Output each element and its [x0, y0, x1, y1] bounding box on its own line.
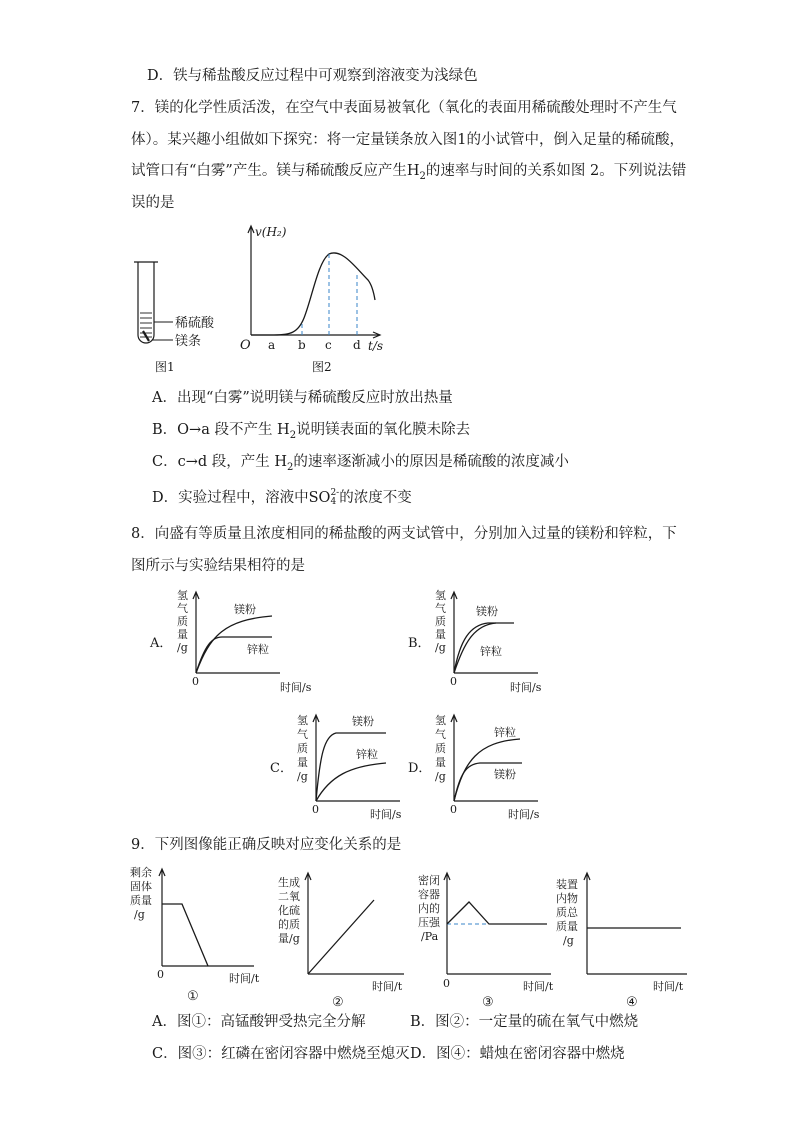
svg-text:氢: 氢	[435, 589, 446, 602]
svg-text:容器: 容器	[418, 888, 440, 901]
q9g1-number: ①	[187, 989, 199, 1004]
svg-text:压强: 压强	[418, 916, 440, 929]
q7-option-c: C．c→d 段，产生 $H_2$的速率逐渐减小的原因是稀硫酸的浓度减小	[152, 454, 569, 473]
q7-fig2-rate-chart	[238, 222, 398, 377]
svg-text:0: 0	[450, 803, 457, 816]
q7-stem-line3: 试管口有“白雾”产生。镁与稀硫酸反应产生$H_2$的速率与时间的关系如图 2。下列说法错	[131, 163, 687, 182]
q9-graph-3	[415, 866, 565, 1010]
svg-text:固体: 固体	[130, 880, 152, 893]
q9g3-x-label: 时间/t	[523, 980, 554, 993]
fig2-y-label: v(H₂)	[255, 225, 287, 239]
svg-text:/g: /g	[134, 908, 145, 921]
fig2-tick-a: a	[268, 338, 276, 352]
q8d-x-label: 时间/s	[508, 808, 540, 821]
fig1-caption: 图1	[155, 360, 175, 374]
q7-fig1-test-tube	[125, 255, 235, 375]
q7-stem-line4: 误的是	[131, 195, 175, 211]
svg-text:密闭: 密闭	[418, 874, 440, 887]
svg-text:二氧: 二氧	[278, 890, 300, 903]
q8c-top-label: 镁粉	[352, 715, 374, 728]
fig2-tick-d: d	[353, 338, 361, 352]
label-magnesium-strip: 镁条	[175, 334, 202, 349]
q9-graph-2	[276, 866, 426, 1010]
q9-stem: 9．下列图像能正确反映对应变化关系的是	[131, 837, 402, 853]
q8-stem-line1: 8．向盛有等质量且浓度相同的稀盐酸的两支试管中，分别加入过量的镁粉和锌粒，下	[131, 526, 677, 542]
svg-text:/g: /g	[297, 770, 308, 783]
svg-text:质量: 质量	[556, 920, 578, 933]
svg-text:/g: /g	[563, 934, 574, 947]
q9-option-b: B．图②：一定量的硫在氧气中燃烧	[410, 1014, 639, 1030]
q7-stem-line1: 7．镁的化学性质活泼，在空气中表面易被氧化（氧化的表面用稀硫酸处理时不产生气	[131, 100, 677, 116]
q8-graph-b	[408, 585, 588, 695]
fig2-tick-b: b	[298, 338, 306, 352]
svg-text:量: 量	[177, 628, 188, 641]
svg-text:0: 0	[312, 803, 319, 816]
q7-option-d: D．实验过程中，溶液中SO 2- 4 的浓度不变	[152, 488, 412, 507]
q9-graph-4	[553, 866, 703, 1010]
q7-stem-line2: 体）。某兴趣小组做如下探究：将一定量镁条放入图1的小试管中，倒入足量的稀硫酸，	[131, 132, 684, 148]
fig2-origin: O	[240, 338, 251, 353]
svg-text:氢: 氢	[177, 589, 188, 602]
label-dilute-sulfuric-acid: 稀硫酸	[175, 316, 215, 331]
q8-graph-a	[150, 585, 330, 695]
q9-option-d: D．图④：蜡烛在密闭容器中燃烧	[410, 1046, 625, 1062]
q8b-x-label: 时间/s	[510, 681, 542, 694]
q9g4-x-label: 时间/t	[653, 980, 684, 993]
q8a-top-label: 镁粉	[234, 603, 256, 616]
svg-text:化硫: 化硫	[278, 904, 300, 917]
svg-text:量: 量	[435, 756, 446, 769]
q8-graph-d	[408, 706, 588, 821]
svg-text:质: 质	[435, 742, 446, 755]
svg-text:氢: 氢	[297, 714, 308, 727]
svg-text:/g: /g	[435, 641, 446, 654]
q7-option-a: A．出现“白雾”说明镁与稀硫酸反应时放出热量	[152, 390, 453, 406]
q9g3-number: ③	[482, 995, 494, 1010]
svg-text:质量: 质量	[130, 894, 152, 907]
svg-text:气: 气	[177, 602, 188, 615]
q8-letter-c: C．	[270, 761, 293, 776]
svg-text:的质: 的质	[278, 918, 300, 931]
svg-text:质总: 质总	[556, 906, 578, 919]
svg-text:内物: 内物	[556, 892, 578, 905]
svg-text:气: 气	[435, 728, 446, 741]
q9g1-x-label: 时间/t	[229, 972, 260, 985]
q8c-bottom-label: 锌粒	[356, 748, 378, 761]
q8-letter-a: A．	[150, 636, 173, 651]
fig2-x-label: t/s	[368, 339, 384, 353]
q8d-bottom-label: 镁粉	[494, 768, 516, 781]
q8-stem-line2: 图所示与实验结果相符的是	[131, 558, 305, 574]
svg-text:气: 气	[435, 602, 446, 615]
q8a-bottom-label: 锌粒	[247, 643, 269, 656]
svg-text:0: 0	[443, 977, 450, 990]
svg-text:/Pa: /Pa	[421, 930, 439, 943]
q8b-top-label: 镁粉	[476, 605, 498, 618]
svg-text:剩余: 剩余	[130, 866, 152, 879]
svg-text:质: 质	[297, 742, 308, 755]
q8b-bottom-label: 锌粒	[480, 645, 502, 658]
svg-text:量: 量	[297, 756, 308, 769]
svg-text:内的: 内的	[418, 902, 440, 915]
svg-text:气: 气	[297, 728, 308, 741]
svg-text:量: 量	[435, 628, 446, 641]
q8c-x-label: 时间/s	[370, 808, 402, 821]
q9-option-a: A．图①：高锰酸钾受热完全分解	[152, 1014, 366, 1030]
svg-text:质: 质	[177, 615, 188, 628]
q9-graph-1	[126, 866, 276, 1006]
svg-text:量/g: 量/g	[278, 932, 300, 945]
q9g4-number: ④	[626, 995, 638, 1010]
svg-text:质: 质	[435, 615, 446, 628]
svg-text:0: 0	[192, 675, 199, 688]
fig2-caption: 图2	[312, 360, 332, 374]
q8-letter-b: B．	[408, 636, 431, 651]
svg-text:0: 0	[157, 968, 164, 981]
svg-text:生成: 生成	[278, 876, 300, 889]
q8a-x-label: 时间/s	[280, 681, 312, 694]
fig2-tick-c: c	[325, 338, 332, 352]
svg-text:装置: 装置	[556, 878, 578, 891]
q8-letter-d: D．	[408, 761, 432, 776]
q9-option-c: C．图③：红磷在密闭容器中燃烧至熄灭	[152, 1046, 410, 1062]
q9g2-x-label: 时间/t	[372, 980, 403, 993]
q9g2-number: ②	[332, 995, 344, 1010]
q8d-top-label: 锌粒	[494, 726, 516, 739]
svg-text:/g: /g	[177, 641, 188, 654]
svg-text:/g: /g	[435, 770, 446, 783]
q6-option-d: D．铁与稀盐酸反应过程中可观察到溶液变为浅绿色	[147, 68, 478, 84]
svg-text:0: 0	[450, 675, 457, 688]
q7-option-b: B．O→a 段不产生 $H_2$说明镁表面的氧化膜未除去	[152, 422, 471, 441]
svg-text:氢: 氢	[435, 714, 446, 727]
